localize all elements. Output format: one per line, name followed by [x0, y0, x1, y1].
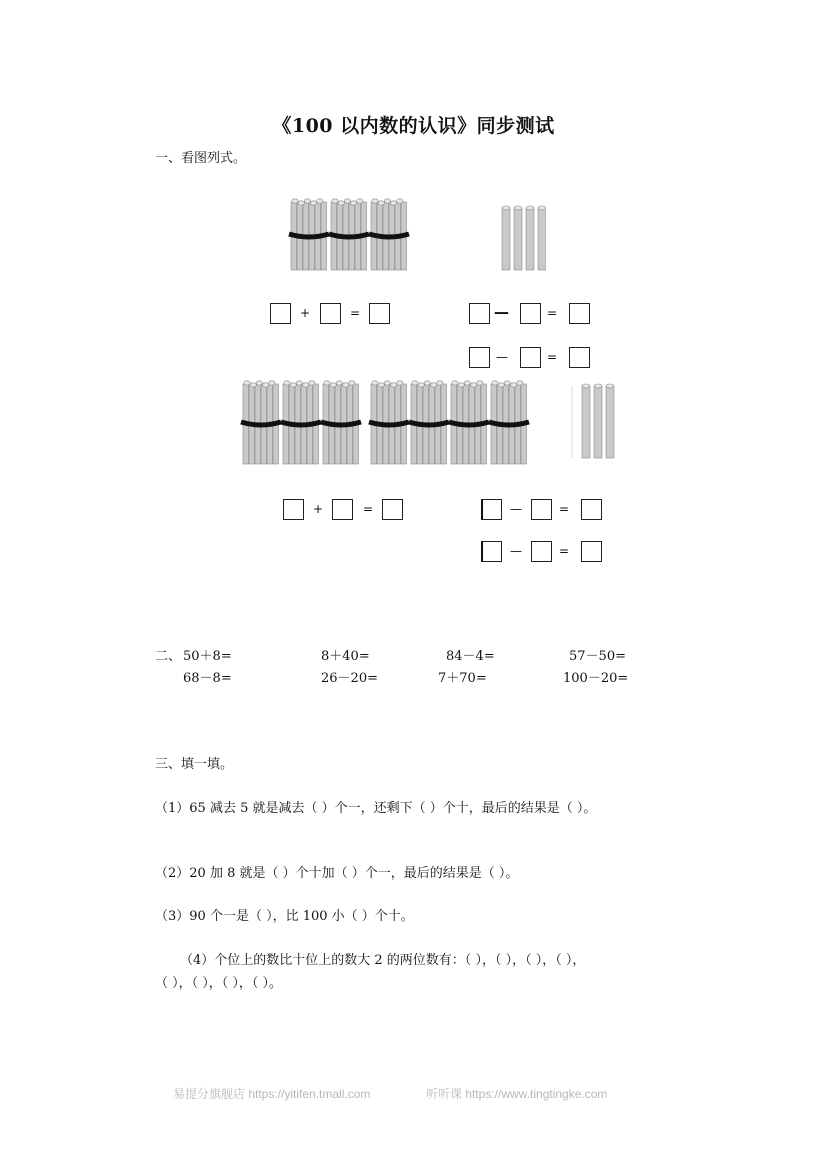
- stick-bundle: [369, 381, 409, 464]
- plus-sign: +: [313, 502, 324, 516]
- section1-heading: 一、看图列式。: [155, 151, 247, 166]
- answer-box[interactable]: [520, 303, 541, 324]
- single-stick: [514, 206, 522, 270]
- answer-box[interactable]: [369, 303, 390, 324]
- answer-box[interactable]: [481, 499, 502, 520]
- answer-box[interactable]: [332, 499, 353, 520]
- arith-problem: 57－50=: [569, 649, 626, 664]
- stick-bundle: [329, 199, 369, 270]
- minus-sign: —: [496, 350, 508, 364]
- fill-question-4-line1: （4）个位上的数比十位上的数大 2 的两位数有：（ ），（ ），（ ），（ ），: [180, 953, 586, 968]
- fill-question-2: （2）20 加 8 就是（ ）个十加（ ）个一，最后的结果是（ ）。: [155, 866, 519, 881]
- answer-box[interactable]: [382, 499, 403, 520]
- row1-sticks-picture: [498, 204, 546, 274]
- answer-box[interactable]: [581, 541, 602, 562]
- section3-heading: 三、填一填。: [155, 757, 234, 772]
- answer-box[interactable]: [469, 303, 490, 324]
- single-stick: [538, 206, 546, 270]
- answer-box[interactable]: [481, 541, 502, 562]
- minus-sign: —: [510, 502, 522, 516]
- single-stick: [526, 206, 534, 270]
- arith-problem: 68－8=: [183, 671, 232, 686]
- row2-bundles-picture: [240, 378, 532, 468]
- section2-label: 二、: [155, 649, 182, 664]
- equals-sign: =: [363, 502, 374, 516]
- stick-bundle: [489, 381, 529, 464]
- arith-problem: 100－20=: [563, 671, 629, 686]
- footer-left-link[interactable]: 易提分旗舰店 https://yitifen.tmall.com: [173, 1087, 371, 1101]
- arith-problem: 7＋70=: [438, 671, 487, 686]
- answer-box[interactable]: [531, 499, 552, 520]
- fill-question-3: （3）90 个一是（ ），比 100 小（ ）个十。: [155, 909, 414, 924]
- stick-bundle: [409, 381, 449, 464]
- stick-bundle: [289, 199, 329, 270]
- answer-box[interactable]: [320, 303, 341, 324]
- equals-sign: =: [559, 544, 570, 558]
- answer-box[interactable]: [270, 303, 291, 324]
- stick-bundle: [241, 381, 281, 464]
- equals-sign: =: [559, 502, 570, 516]
- answer-box[interactable]: [581, 499, 602, 520]
- single-stick: [582, 384, 590, 458]
- answer-box[interactable]: [569, 347, 590, 368]
- stick-bundle: [369, 199, 409, 270]
- single-stick: [594, 384, 602, 458]
- answer-box[interactable]: [569, 303, 590, 324]
- row1-bundles-picture: [288, 196, 412, 274]
- stick-bundle: [281, 381, 321, 464]
- minus-sign: —: [510, 544, 522, 558]
- arith-problem: 8＋40=: [321, 649, 370, 664]
- fill-question-1: （1）65 减去 5 就是减去（ ）个一，还剩下（ ）个十，最后的结果是（ ）。: [155, 801, 597, 816]
- single-stick: [606, 384, 614, 458]
- equals-sign: =: [350, 306, 361, 320]
- arith-problem: 84－4=: [446, 649, 495, 664]
- minus-sign: —: [494, 303, 509, 321]
- row2-sticks-picture: [570, 382, 620, 462]
- answer-box[interactable]: [469, 347, 490, 368]
- single-stick: [502, 206, 510, 270]
- arith-problem: 26－20=: [321, 671, 378, 686]
- page-title: 《100 以内数的认识》同步测试: [272, 115, 555, 137]
- stick-bundle: [321, 381, 361, 464]
- footer-right-link[interactable]: 听听课 https://www.tingtingke.com: [426, 1087, 608, 1101]
- equals-sign: =: [547, 306, 558, 320]
- answer-box[interactable]: [520, 347, 541, 368]
- answer-box[interactable]: [531, 541, 552, 562]
- equals-sign: =: [547, 350, 558, 364]
- fill-question-4-line2: （ ），（ ），（ ），（ ）。: [155, 976, 283, 991]
- answer-box[interactable]: [283, 499, 304, 520]
- plus-sign: +: [300, 306, 311, 320]
- arith-problem: 50＋8=: [183, 649, 232, 664]
- stick-bundle: [449, 381, 489, 464]
